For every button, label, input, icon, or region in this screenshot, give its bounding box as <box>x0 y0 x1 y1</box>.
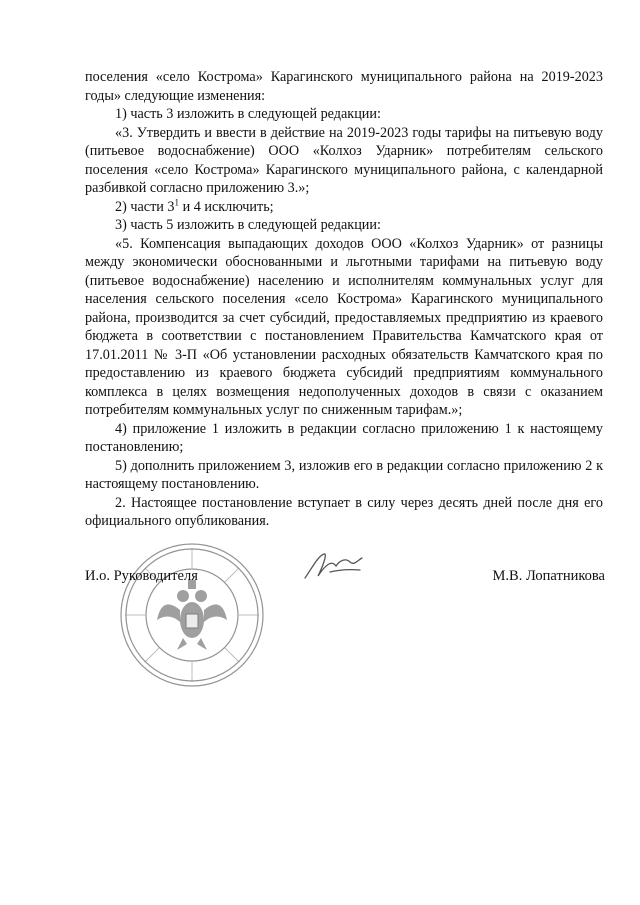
item-2-after: и 4 исключить; <box>179 198 274 215</box>
paragraph-item-1-text: «3. Утвердить и ввести в действие на 2019-2023 годы тарифы на питьевую воду (питьевое водоснабжение) ООО «Колхоз Ударник» потребителям сельского поселения «село Кострома» Карагинского муниципального района, с календарной разбивкой согласно приложению 3.»; <box>85 124 603 196</box>
official-stamp <box>117 540 267 690</box>
handwritten-signature <box>300 550 366 584</box>
item-2-before: 2) части 3 <box>115 198 175 215</box>
paragraph-item-3-text: «5. Компенсация выпадающих доходов ООО «Колхоз Ударник» от разницы между экономически обоснованными и льготными тарифами на питьевую воду (питьевое водоснабжение) населению и исполнителям коммунальных услуг для населения сельского поселения «село Кострома» Карагинского муниципального района, производится за счет субсидий, предоставляемых предприятию из краевого бюджета в соответствии с постановлением Правительства Камчатского края от 17.01.2011 № 3-П «Об установлении расходных обязательств Камчатского края по предоставлению из краевого бюджета субсидий предприятиям коммунального комплекса в целях возмещения недополученных доходов в связи с оказанием потребителям коммунальных услуг по сниженным тарифам.»; <box>85 235 603 418</box>
paragraph-item-5: 5) дополнить приложением 3, изложив его в редакции согласно приложению 2 к настоящему постановлению. <box>85 457 603 492</box>
paragraph-item-3: 3) часть 5 изложить в следующей редакции: <box>115 217 381 233</box>
signatory-name: М.В. Лопатникова <box>492 568 605 584</box>
signatory-position: И.о. Руководителя <box>85 568 198 584</box>
paragraph-item-2 <box>85 198 603 217</box>
paragraph-section-2: 2. Настоящее постановление вступает в силу через десять дней после дня его официального опубликования. <box>85 494 603 529</box>
item-2-sup: 1 <box>174 196 180 207</box>
paragraph-item-1: 1) часть 3 изложить в следующей редакции: <box>115 106 381 122</box>
document-body <box>85 68 603 531</box>
paragraph-intro: поселения «село Кострома» Карагинского муниципального района на 2019-2023 годы» следующие изменения: <box>85 69 603 104</box>
paragraph-item-4: 4) приложение 1 изложить в редакции согласно приложению 1 к настоящему постановлению; <box>85 420 603 455</box>
